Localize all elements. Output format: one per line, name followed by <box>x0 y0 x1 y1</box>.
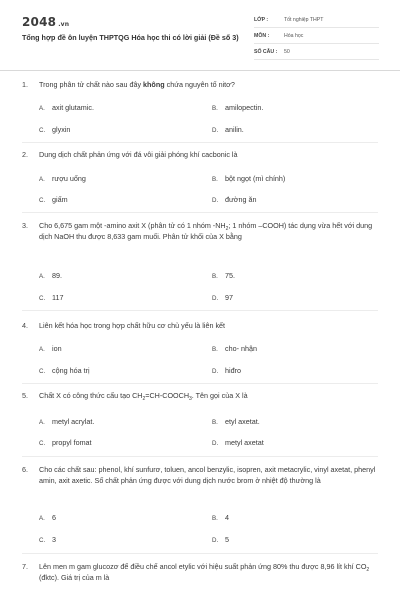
option-d[interactable] <box>212 292 233 304</box>
option-key: A. <box>39 419 45 426</box>
option-text: 75. <box>225 271 235 280</box>
meta-question-count <box>254 45 379 60</box>
option-key: D. <box>212 197 219 204</box>
question-text <box>39 561 381 583</box>
site-logo[interactable] <box>22 15 69 29</box>
question-text-part: Lên men m gam glucozơ để điều chế ancol etylic với hiệu suất phản ứng 80% thu được 8,96 lít khí CO <box>39 562 367 571</box>
option-text: cho- nhận <box>225 344 257 353</box>
option-key: A. <box>39 273 45 280</box>
option-text: 3 <box>52 535 56 544</box>
exam-header <box>0 0 400 71</box>
question-text-part: Chất X có công thức cấu tạo CH <box>39 391 143 400</box>
question-divider <box>22 456 378 457</box>
question-number: 5. <box>22 391 28 400</box>
question-text-part: . Tên gọi của X là <box>191 391 248 400</box>
option-c[interactable] <box>39 437 92 449</box>
option-key: B. <box>212 105 218 112</box>
option-d[interactable] <box>212 534 229 546</box>
meta-question-count-value: 50 <box>284 49 290 55</box>
option-text: bột ngọt (mì chính) <box>225 174 286 183</box>
option-key: C. <box>39 197 46 204</box>
logo-text: 2048 <box>22 15 57 29</box>
option-b[interactable] <box>212 343 257 355</box>
option-b[interactable] <box>212 173 285 185</box>
question-text-part: =CH-COOCH <box>145 391 190 400</box>
option-b[interactable] <box>212 102 263 114</box>
question-text <box>39 390 381 401</box>
option-a[interactable] <box>39 270 62 282</box>
option-text: propyl fomat <box>52 438 92 447</box>
question-text-part: (đktc). Giá trị của m là <box>39 573 110 582</box>
option-key: C. <box>39 440 46 447</box>
question-divider <box>22 310 378 311</box>
question-number: 2. <box>22 150 28 159</box>
option-key: D. <box>212 440 219 447</box>
question-text-part: ; 1 nhóm –COOH) tác dụng vừa hết với dung dịch NaOH thu được 8,633 gam muối. Phân tử khối của X bằng <box>39 221 373 241</box>
option-key: C. <box>39 368 46 375</box>
question-number: 6. <box>22 465 28 474</box>
question-number: 7. <box>22 562 28 571</box>
option-d[interactable] <box>212 365 241 377</box>
question-text-part: Cho 6,675 gam một -amino axit X (phân tử có 1 nhóm -NH <box>39 221 226 230</box>
option-b[interactable] <box>212 512 229 524</box>
exam-title: Tổng hợp đề ôn luyện THPTQG Hóa học thi có lời giải (Đề số 3) <box>22 33 239 42</box>
option-a[interactable] <box>39 512 56 524</box>
question-text-part: Trong phân tử chất nào sau đây <box>39 80 144 89</box>
subscript: 2 <box>366 567 370 573</box>
meta-class-value: Tốt nghiệp THPT <box>284 17 324 23</box>
question-text: Cho các chất sau: phenol, khí sunfurơ, toluen, ancol benzylic, isopren, axit metacrylic, vinyl axetat, phenyl amin, axit axetic. Số chất phản ứng được với dung dịch nước brom ở nhiệt độ thường là <box>39 465 376 485</box>
option-text: anilin. <box>225 125 244 134</box>
option-text: metyl acrylat. <box>52 417 95 426</box>
option-text: 89. <box>52 271 62 280</box>
option-text: hiđro <box>225 366 241 375</box>
option-key: D. <box>212 368 219 375</box>
option-c[interactable] <box>39 194 68 206</box>
option-key: A. <box>39 515 45 522</box>
option-key: A. <box>39 105 45 112</box>
question-text <box>39 79 381 90</box>
option-text: rượu uống <box>52 174 86 183</box>
option-a[interactable] <box>39 343 62 355</box>
meta-class <box>254 13 379 28</box>
option-text: cộng hóa trị <box>52 366 90 375</box>
option-b[interactable] <box>212 416 260 428</box>
option-text: metyl axetat <box>225 438 264 447</box>
subscript: 2 <box>142 396 146 402</box>
option-text: etyl axetat. <box>225 417 260 426</box>
question-text: Liên kết hóa học trong hợp chất hữu cơ chủ yếu là liên kết <box>39 321 226 330</box>
option-key: C. <box>39 127 46 134</box>
question-number: 3. <box>22 221 28 230</box>
option-text: 5 <box>225 535 229 544</box>
option-c[interactable] <box>39 365 90 377</box>
option-d[interactable] <box>212 124 244 136</box>
question-number: 1. <box>22 80 28 89</box>
meta-subject <box>254 29 379 44</box>
option-text: glyxin <box>52 125 71 134</box>
option-key: C. <box>39 537 46 544</box>
subscript: 2 <box>225 226 229 232</box>
option-a[interactable] <box>39 416 94 428</box>
option-c[interactable] <box>39 534 56 546</box>
option-key: D. <box>212 295 219 302</box>
question-text-part: chứa nguyên tố nitơ? <box>164 80 235 89</box>
logo-suffix: .vn <box>58 21 70 28</box>
question-divider <box>22 212 378 213</box>
option-a[interactable] <box>39 173 86 185</box>
question-divider <box>22 383 378 384</box>
option-key: D. <box>212 127 219 134</box>
option-key: B. <box>212 419 218 426</box>
option-c[interactable] <box>39 292 63 304</box>
option-key: B. <box>212 273 218 280</box>
option-key: B. <box>212 346 218 353</box>
option-text: axit glutamic. <box>52 103 94 112</box>
option-key: B. <box>212 515 218 522</box>
meta-subject-label: MÔN : <box>254 33 270 39</box>
option-key: C. <box>39 295 46 302</box>
meta-class-label: LỚP : <box>254 17 269 23</box>
option-key: B. <box>212 176 218 183</box>
option-text: đường ăn <box>225 195 257 204</box>
option-a[interactable] <box>39 102 94 114</box>
option-text: 4 <box>225 513 229 522</box>
question-text: Dung dịch chất phản ứng với đá vôi giải phóng khí cacbonic là <box>39 150 238 159</box>
option-text: 97 <box>225 293 233 302</box>
question-text <box>39 220 381 242</box>
question-number: 4. <box>22 321 28 330</box>
option-text: giấm <box>52 195 68 204</box>
option-text: amilopectin. <box>225 103 264 112</box>
option-text: 117 <box>52 293 64 302</box>
option-b[interactable] <box>212 270 235 282</box>
option-text: 6 <box>52 513 56 522</box>
option-key: D. <box>212 537 219 544</box>
option-c[interactable] <box>39 124 70 136</box>
subscript: 3 <box>189 396 192 402</box>
option-d[interactable] <box>212 437 264 449</box>
question-divider <box>22 142 378 143</box>
option-text: ion <box>52 344 62 353</box>
meta-subject-value: Hóa học <box>284 33 304 39</box>
option-key: A. <box>39 176 45 183</box>
option-d[interactable] <box>212 194 257 206</box>
question-divider <box>22 553 378 554</box>
question-text-emphasis: không <box>143 80 165 89</box>
meta-question-count-label: SỐ CÂU : <box>254 49 278 55</box>
option-key: A. <box>39 346 45 353</box>
